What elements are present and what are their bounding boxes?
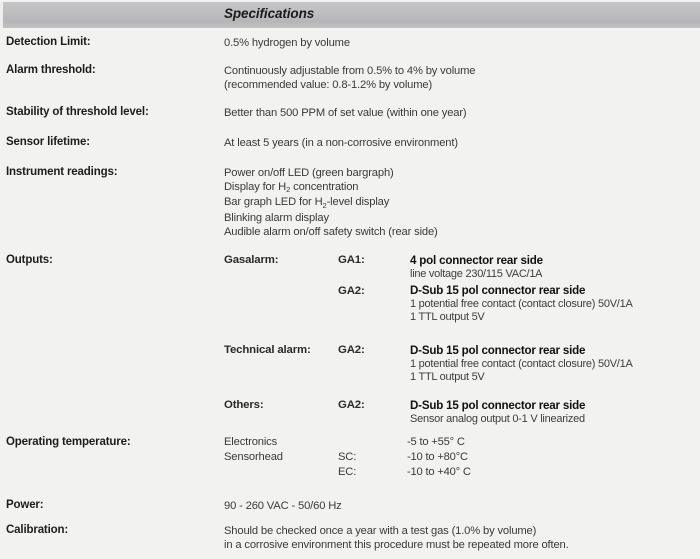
- instrument-readings-line-3-pre: Bar graph LED for H: [224, 196, 323, 209]
- instrument-readings-line-2-post: concentration: [290, 181, 359, 194]
- output-value-ga2-technical: [410, 344, 633, 385]
- instrument-readings-line-3: [224, 195, 438, 210]
- output-title-ga2-others: D-Sub 15 pol connector rear side: [410, 399, 586, 412]
- detection-limit-line-1: 0.5% hydrogen by volume: [224, 37, 350, 49]
- specifications-header-bar: [0, 2, 700, 28]
- operating-temperature-name-electronics: Electronics: [224, 436, 278, 448]
- row-label-alarm-threshold: Alarm threshold:: [6, 64, 96, 76]
- output-value-ga1: [410, 254, 543, 281]
- operating-temperature-code-sc: SC:: [338, 451, 357, 463]
- output-code-ga2-gasalarm: GA2:: [338, 285, 365, 297]
- alarm-threshold-line-2: (recommended value: 0.8-1.2% by volume): [224, 79, 433, 92]
- alarm-threshold-line-1: Continuously adjustable from 0.5% to 4% by volume: [224, 65, 476, 77]
- output-category-gasalarm: Gasalarm:: [224, 254, 279, 266]
- row-label-calibration: Calibration:: [6, 524, 69, 536]
- output-title-ga2-technical: D-Sub 15 pol connector rear side: [410, 344, 586, 357]
- row-value-instrument-readings: [224, 166, 438, 239]
- instrument-readings-line-3-post: -level display: [326, 196, 390, 209]
- subscript-two-b: 2: [322, 200, 327, 210]
- output-code-ga2-technical: GA2:: [338, 344, 365, 356]
- row-label-sensor-lifetime: Sensor lifetime:: [6, 136, 90, 148]
- output-title-ga2-gasalarm: D-Sub 15 pol connector rear side: [410, 284, 586, 297]
- row-value-stability: [224, 106, 467, 120]
- operating-temperature-range-ec: -10 to +40° C: [407, 466, 471, 478]
- output-category-others: Others:: [224, 399, 264, 411]
- instrument-readings-line-1: Power on/off LED (green bargraph): [224, 167, 394, 179]
- row-value-detection-limit: [224, 36, 350, 50]
- row-value-alarm-threshold: [224, 64, 475, 92]
- power-line-1: 90 - 260 VAC - 50/60 Hz: [224, 500, 342, 512]
- subscript-two-a: 2: [286, 185, 291, 195]
- output-detail-ga2-gasalarm-2: 1 TTL output 5V: [410, 311, 485, 324]
- row-label-outputs: Outputs:: [6, 254, 53, 266]
- output-title-ga1: 4 pol connector rear side: [410, 254, 543, 267]
- row-label-stability: Stability of threshold level:: [6, 106, 149, 118]
- operating-temperature-range-electronics: -5 to +55° C: [407, 436, 465, 448]
- output-detail-ga2-technical-1: 1 potential free contact (contact closure) 50V/1A: [410, 358, 633, 370]
- calibration-line-2: in a corrosive environment this procedure must be repeated more often.: [224, 539, 569, 552]
- row-value-power: [224, 499, 342, 513]
- specifications-body: [0, 28, 700, 559]
- operating-temperature-range-sc: -10 to +80°C: [407, 451, 468, 463]
- output-code-ga2-others: GA2:: [338, 399, 365, 411]
- output-detail-ga2-others-1: Sensor analog output 0-1 V linearized: [410, 413, 585, 425]
- calibration-line-1: Should be checked once a year with a test gas (1.0% by volume): [224, 525, 537, 537]
- output-value-ga2-others: [410, 399, 585, 426]
- operating-temperature-code-ec: EC:: [338, 466, 357, 478]
- output-category-technical-alarm: Technical alarm:: [224, 344, 311, 356]
- row-label-operating-temperature: Operating temperature:: [6, 436, 131, 448]
- sensor-lifetime-line-1: At least 5 years (in a non-corrosive environment): [224, 137, 458, 149]
- row-label-detection-limit: Detection Limit:: [6, 36, 91, 48]
- instrument-readings-line-2: [224, 180, 438, 195]
- output-value-ga2-gasalarm: [410, 284, 633, 325]
- stability-line-1: Better than 500 PPM of set value (within one year): [224, 107, 467, 119]
- operating-temperature-name-sensorhead: Sensorhead: [224, 451, 283, 463]
- row-value-calibration: [224, 524, 569, 552]
- instrument-readings-line-5: Audible alarm on/off safety switch (rear side): [224, 225, 438, 238]
- output-detail-ga2-gasalarm-1: 1 potential free contact (contact closure) 50V/1A: [410, 298, 633, 310]
- output-detail-ga1-1: line voltage 230/115 VAC/1A: [410, 268, 543, 280]
- instrument-readings-line-4: Blinking alarm display: [224, 211, 329, 224]
- page-title: Specifications: [224, 6, 315, 21]
- output-detail-ga2-technical-2: 1 TTL output 5V: [410, 371, 485, 384]
- row-value-sensor-lifetime: [224, 136, 458, 150]
- row-label-power: Power:: [6, 499, 44, 511]
- instrument-readings-line-2-pre: Display for H: [224, 181, 287, 194]
- output-code-ga1: GA1:: [338, 254, 365, 266]
- row-label-instrument-readings: Instrument readings:: [6, 166, 118, 178]
